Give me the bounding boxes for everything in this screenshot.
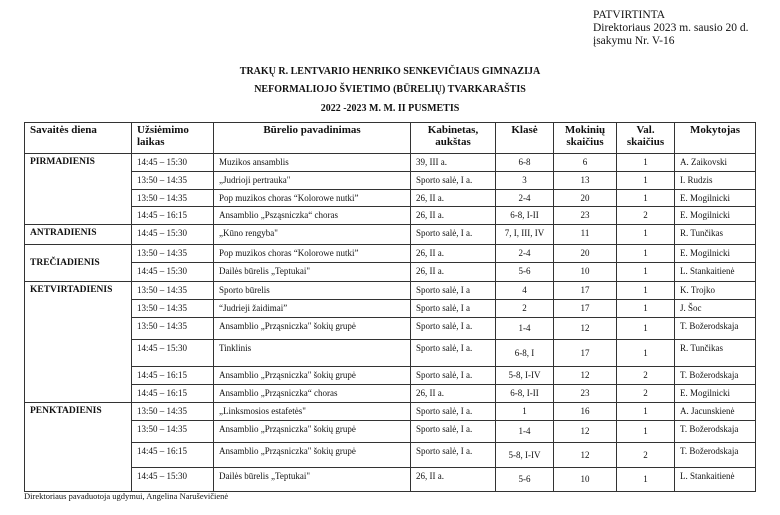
- cell-teacher: A. Jacunskienė: [675, 403, 756, 421]
- cell-hours: 1: [617, 318, 675, 340]
- cell-room: Sporto salė, I a.: [411, 172, 496, 190]
- cell-club: Ansamblio „Prząsniczka“ choras: [214, 385, 411, 403]
- cell-club: Dailės būrelis „Teptukai": [214, 468, 411, 492]
- cell-time: 13:50 – 14:35: [132, 318, 214, 340]
- cell-club: Ansamblio „Psząsniczka“ choras: [214, 207, 411, 225]
- cell-club: Dailės būrelis „Teptukai": [214, 263, 411, 282]
- cell-students: 16: [554, 403, 617, 421]
- approval-order: įsakymu Nr. V-16: [593, 35, 675, 47]
- header-teacher: Mokytojas: [675, 123, 756, 154]
- cell-room: 26, II a.: [411, 263, 496, 282]
- cell-room: 26, II a.: [411, 190, 496, 207]
- header-club: Būrelio pavadinimas: [214, 123, 411, 154]
- table-row: [25, 318, 756, 340]
- cell-students: 13: [554, 172, 617, 190]
- table-row: [25, 340, 756, 367]
- approval-date: Direktoriaus 2023 m. sausio 20 d.: [593, 22, 749, 34]
- cell-teacher: E. Mogilnicki: [675, 207, 756, 225]
- cell-teacher: T. Božerodskaja: [675, 318, 756, 340]
- day-cell-thu: KETVIRTADIENIS: [25, 282, 132, 403]
- cell-club: „Judrioji pertrauka": [214, 172, 411, 190]
- cell-students: 20: [554, 245, 617, 263]
- cell-time: 14:45 – 16:15: [132, 367, 214, 385]
- cell-teacher: T. Božerodskaja: [675, 421, 756, 443]
- cell-time: 13:50 – 14:35: [132, 300, 214, 318]
- cell-grade: 6-8: [496, 154, 554, 172]
- cell-time: 14:45 – 15:30: [132, 340, 214, 367]
- cell-teacher: T. Božerodskaja: [675, 367, 756, 385]
- cell-room: Sporto salė, I a.: [411, 443, 496, 468]
- cell-students: 12: [554, 421, 617, 443]
- cell-room: Sporto salė, I a.: [411, 318, 496, 340]
- cell-teacher: L. Stankaitienė: [675, 468, 756, 492]
- header-students: Mokinių skaičius: [554, 123, 617, 154]
- cell-time: 14:45 – 15:30: [132, 225, 214, 245]
- table-row: [25, 207, 756, 225]
- day-cell-mon: PIRMADIENIS: [25, 154, 132, 225]
- cell-club: Ansamblio „Prząsniczka" šokių grupė: [214, 318, 411, 340]
- cell-room: 26, II a.: [411, 468, 496, 492]
- cell-club: Pop muzikos choras “Kolorowe nutki”: [214, 245, 411, 263]
- cell-students: 17: [554, 282, 617, 300]
- cell-students: 17: [554, 300, 617, 318]
- cell-teacher: A. Zaikovski: [675, 154, 756, 172]
- cell-teacher: R. Tunčikas: [675, 225, 756, 245]
- cell-students: 11: [554, 225, 617, 245]
- cell-students: 12: [554, 367, 617, 385]
- table-row: [25, 385, 756, 403]
- header-hours: Val. skaičius: [617, 123, 675, 154]
- cell-club: Muzikos ansamblis: [214, 154, 411, 172]
- cell-room: Sporto salė, I a.: [411, 403, 496, 421]
- cell-hours: 2: [617, 385, 675, 403]
- cell-grade: 6-8, I-II: [496, 207, 554, 225]
- cell-hours: 1: [617, 263, 675, 282]
- cell-time: 13:50 – 14:35: [132, 172, 214, 190]
- period-title: 2022 -2023 M. M. II PUSMETIS: [320, 103, 460, 114]
- cell-grade: 2: [496, 300, 554, 318]
- header-row: [25, 123, 756, 154]
- cell-students: 10: [554, 468, 617, 492]
- cell-students: 23: [554, 385, 617, 403]
- schedule-title: NEFORMALIOJO ŠVIETIMO (BŪRELIŲ) TVARKARAŠTIS: [254, 84, 526, 95]
- cell-club: Sporto būrelis: [214, 282, 411, 300]
- cell-club: Tinklinis: [214, 340, 411, 367]
- day-cell-wed: TREČIADIENIS: [25, 245, 132, 282]
- cell-room: 26, II a.: [411, 385, 496, 403]
- cell-hours: 1: [617, 225, 675, 245]
- table-row: [25, 443, 756, 468]
- cell-grade: 2-4: [496, 245, 554, 263]
- cell-room: Sporto salė, I a.: [411, 340, 496, 367]
- cell-room: Sporto salė, I a: [411, 300, 496, 318]
- cell-hours: 2: [617, 443, 675, 468]
- table-row: [25, 367, 756, 385]
- header-day: Savaitės diena: [25, 123, 132, 154]
- cell-grade: 1-4: [496, 318, 554, 340]
- school-title: TRAKŲ R. LENTVARIO HENRIKO SENKEVIČIAUS GIMNAZIJA: [239, 66, 541, 77]
- cell-students: 10: [554, 263, 617, 282]
- cell-room: Sporto salė, I a.: [411, 225, 496, 245]
- cell-hours: 1: [617, 154, 675, 172]
- table-row: [25, 282, 756, 300]
- cell-hours: 1: [617, 172, 675, 190]
- cell-grade: 4: [496, 282, 554, 300]
- cell-teacher: K. Trojko: [675, 282, 756, 300]
- cell-time: 14:45 – 15:30: [132, 263, 214, 282]
- cell-time: 13:50 – 14:35: [132, 421, 214, 443]
- cell-teacher: E. Mogilnicki: [675, 245, 756, 263]
- cell-grade: 6-8, I: [496, 340, 554, 367]
- cell-club: Ansamblio „Prząsniczka" šokių grupė: [214, 367, 411, 385]
- day-cell-fri: PENKTADIENIS: [25, 403, 132, 492]
- cell-hours: 1: [617, 340, 675, 367]
- cell-room: 26, II a.: [411, 245, 496, 263]
- cell-students: 20: [554, 190, 617, 207]
- table-row: [25, 225, 756, 245]
- table-row: [25, 300, 756, 318]
- table-row: [25, 245, 756, 263]
- cell-students: 12: [554, 318, 617, 340]
- cell-teacher: E. Mogilnicki: [675, 385, 756, 403]
- table-row: [25, 468, 756, 492]
- cell-grade: 5-8, I-IV: [496, 367, 554, 385]
- cell-time: 13:50 – 14:35: [132, 245, 214, 263]
- cell-time: 14:45 – 16:15: [132, 385, 214, 403]
- header-grade: Klasė: [496, 123, 554, 154]
- cell-students: 12: [554, 443, 617, 468]
- cell-club: Pop muzikos choras “Kolorowe nutki”: [214, 190, 411, 207]
- cell-hours: 1: [617, 282, 675, 300]
- cell-club: “Judrieji žaidimai”: [214, 300, 411, 318]
- cell-teacher: I. Rudzis: [675, 172, 756, 190]
- footer-signature: Direktoriaus pavaduotoja ugdymui, Angelina Naruševičienė: [24, 491, 229, 501]
- table-row: [25, 172, 756, 190]
- cell-time: 13:50 – 14:35: [132, 282, 214, 300]
- table-row: [25, 403, 756, 421]
- cell-time: 14:45 – 16:15: [132, 207, 214, 225]
- cell-students: 6: [554, 154, 617, 172]
- cell-club: Ansamblio „Prząsniczka" šokių grupė: [214, 421, 411, 443]
- cell-grade: 3: [496, 172, 554, 190]
- cell-teacher: T. Božerodskaja: [675, 443, 756, 468]
- cell-time: 13:50 – 14:35: [132, 403, 214, 421]
- cell-room: Sporto salė, I a.: [411, 367, 496, 385]
- cell-hours: 1: [617, 403, 675, 421]
- approval-stamp: [593, 9, 749, 48]
- cell-hours: 2: [617, 367, 675, 385]
- cell-grade: 6-8, I-II: [496, 385, 554, 403]
- cell-grade: 7, I, III, IV: [496, 225, 554, 245]
- cell-time: 14:45 – 15:30: [132, 154, 214, 172]
- cell-time: 14:45 – 16:15: [132, 443, 214, 468]
- cell-time: 13:50 – 14:35: [132, 190, 214, 207]
- cell-room: Sporto salė, I a.: [411, 421, 496, 443]
- day-cell-tue: ANTRADIENIS: [25, 225, 132, 245]
- cell-club: „Linksmosios estafetės": [214, 403, 411, 421]
- schedule-table: [24, 122, 756, 492]
- cell-hours: 1: [617, 468, 675, 492]
- cell-teacher: J. Šoc: [675, 300, 756, 318]
- approval-title: PATVIRTINTA: [593, 9, 666, 21]
- cell-club: Ansamblio „Prząsniczka" šokių grupė: [214, 443, 411, 468]
- table-row: [25, 154, 756, 172]
- cell-grade: 5-6: [496, 468, 554, 492]
- cell-room: 26, II a.: [411, 207, 496, 225]
- cell-hours: 2: [617, 207, 675, 225]
- cell-hours: 1: [617, 421, 675, 443]
- cell-hours: 1: [617, 190, 675, 207]
- cell-teacher: E. Mogilnicki: [675, 190, 756, 207]
- cell-teacher: L. Stankaitienė: [675, 263, 756, 282]
- cell-hours: 1: [617, 300, 675, 318]
- cell-students: 17: [554, 340, 617, 367]
- cell-grade: 2-4: [496, 190, 554, 207]
- cell-club: „Kūno rengyba": [214, 225, 411, 245]
- cell-room: 39, III a.: [411, 154, 496, 172]
- table-row: [25, 421, 756, 443]
- cell-teacher: R. Tunčikas: [675, 340, 756, 367]
- cell-grade: 5-8, I-IV: [496, 443, 554, 468]
- table-row: [25, 190, 756, 207]
- cell-students: 23: [554, 207, 617, 225]
- cell-time: 14:45 – 15:30: [132, 468, 214, 492]
- cell-grade: 1-4: [496, 421, 554, 443]
- cell-room: Sporto salė, I a: [411, 282, 496, 300]
- header-room: Kabinetas, aukštas: [411, 123, 496, 154]
- cell-grade: 1: [496, 403, 554, 421]
- table-row: [25, 263, 756, 282]
- cell-grade: 5-6: [496, 263, 554, 282]
- cell-hours: 1: [617, 245, 675, 263]
- header-time: Užsiėmimo laikas: [132, 123, 214, 154]
